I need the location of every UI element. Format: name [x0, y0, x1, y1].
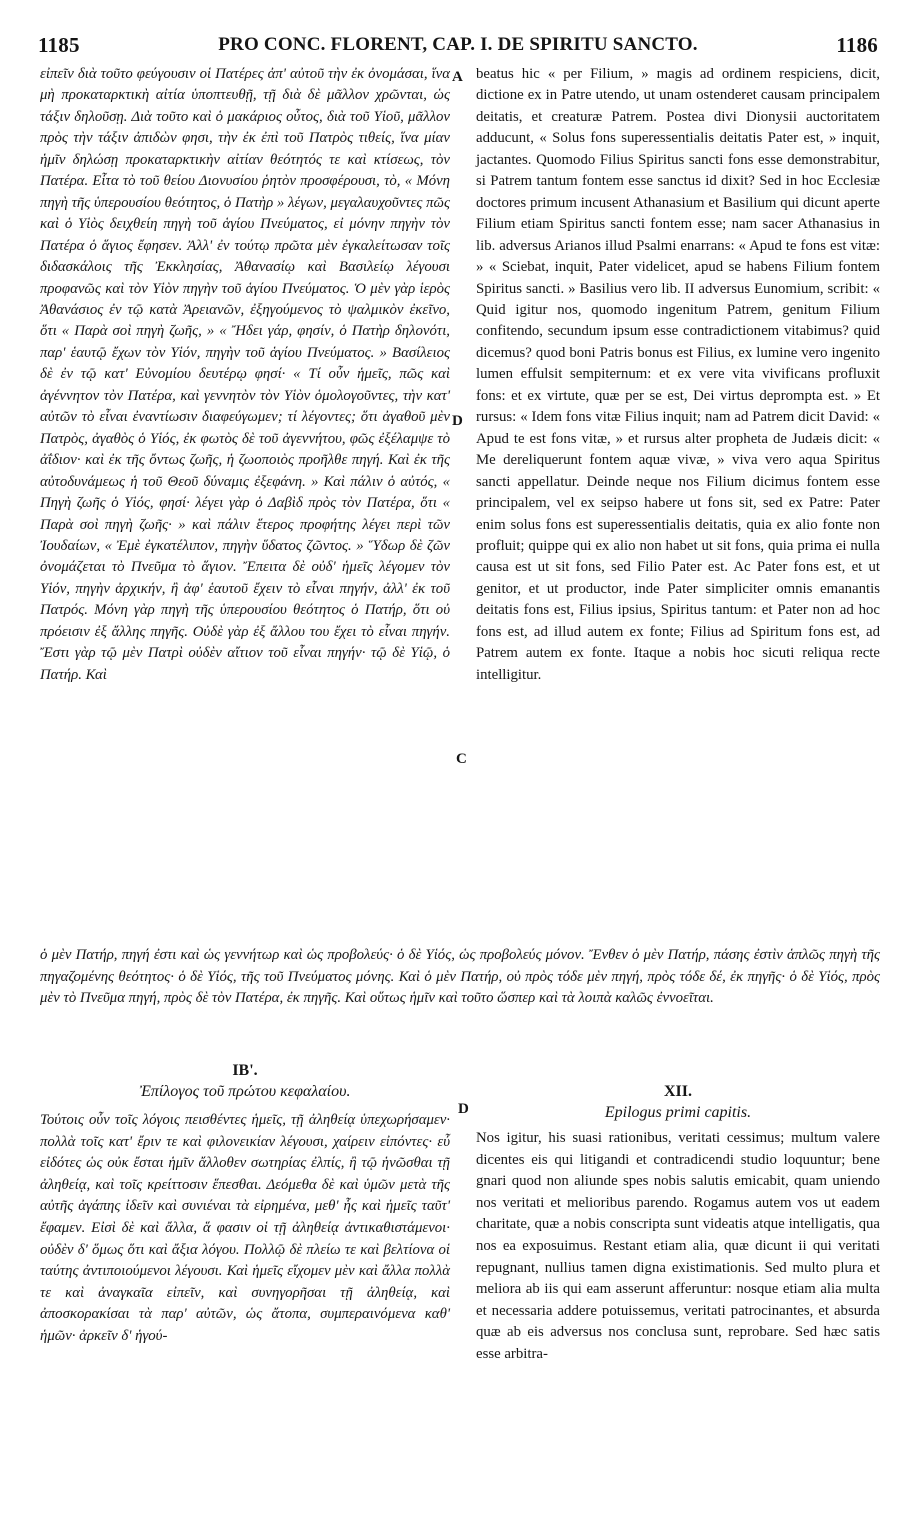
latin-section-title: Epilogus primi capitis.: [604, 1104, 752, 1121]
margin-marker-b: D: [452, 413, 463, 429]
full-width-greek: [40, 945, 880, 1010]
greek-column-text: εἰπεῖν διὰ τοῦτο φεύγουσιν οἱ Πατέρες ἀπ' αὐτοῦ τὴν ἐκ ὀνομάσαι, ἵνα μὴ προκαταρκτικὴ αἰτία ὑποπτευθῇ, τῇ διὰ δὲ μᾶλλον χρῶνται, ὡς τάξιν δηλοῦσῃ. Διὰ τοῦτο καὶ ὁ μακάριος οὗτος, διὰ τοῦ Υἱοῦ, μᾶλλον πρὸς τὴν τάξιν ἀπιδὼν φησι, τὴν ἐκ ἐπὶ τοῦ Πατρὸς τιθείς, ἵνα μίαν ἡμῖν δηλώσῃ προκαταρκτικὴν αἰτίαν θεότητός τε καὶ κτίσεως, τὸν Πατέρα. Εἶτα τὸ τοῦ θείου Διονυσίου ῥητὸν προσφέρουσι, τὸ, « Μόνη πηγὴ τῆς ὑπερουσίου θεότητος, ὁ Πατὴρ » λέγων, μεγαλαυχοῦντες πῶς καὶ ὁ Υἱὸς δειχθείη πηγὴ τοῦ ἁγίου Πνεύματος, εἰ μόνην πηγὴν τὸν Πατέρα ὁ ἅγιος ἔφησεν. Ἀλλ' ἐν τούτῳ πρῶτα μὲν ἐγκαλείτωσαν τοῖς διδασκάλοις τῆς Ἐκκλησίας, Ἀθανασίῳ καὶ Βασιλείῳ λέγουσι προφανῶς καὶ τὸν Υἱὸν πηγὴν τοῦ ἁγίου Πνεύματος. Ὁ μὲν γὰρ ἱερὸς Ἀθανάσιος ἐν τῷ κατὰ Ἀρειανῶν, ἐξηγούμενος τὸ ψαλμικὸν ἐκεῖνο, ὅτι « Παρὰ σοὶ πηγὴ ζωῆς, » « Ἤδει γάρ, φησίν, ὁ Πατὴρ δηλονότι, παρ' ἑαυτῷ ἔχων τὸν Υἱόν, πηγὴν τοῦ ἁγίου Πνεύματος. » Βασίλειος δὲ ἐν τῷ κατ' Εὐνομίου δευτέρῳ φησί· « Τί οὖν ἡμεῖς, πῶς καὶ ἀγέννητον τὸν Πατέρα, καὶ γεννητὸν τὸν Υἱὸν ὁμολογοῦντες, τὴν κατ' αὐτῶν τὸ εἶναι ἐναντίωσιν διαφεύγωμεν; τί λέγοντες; ὅτι ἀγαθοῦ μὲν Πατρὸς, ἀγαθὸς ὁ Υἱός, ἐκ φωτὸς δὲ τοῦ ἀγεννήτου, φῶς ἐξέλαμψε τὸ ἀΐδιον· καὶ ἐκ τῆς ὄντως ζωῆς, ἡ ζωοποιὸς προῆλθε πηγή. Καὶ ἐκ τῆς αὐτοδυνάμεως ἡ τοῦ Θεοῦ δύναμις ἐξεφάνη. » Καὶ πάλιν ὁ αὐτός, « Πηγὴ ζωῆς ὁ Υἱός, φησί· λέγει γὰρ ὁ Δαβὶδ πρὸς τὸν Πατέρα, ὅτι « Παρὰ σοὶ πηγὴ ζωῆς· » καὶ πάλιν ἕτερος προφήτης λέγει περὶ τῶν Ἰουδαίων, « Ἐμὲ ἐγκατέλιπον, πηγὴν ὕδατος ζῶντος. » Ὕδωρ δὲ ζῶν ὀνομάζεται τὸ Πνεῦμα τὸ ἅγιον. Ἔπειτα δὲ οὐδ' ἡμεῖς λέγομεν τὸν Υἱόν, πηγὴν ἀρχικήν, ἢ ἀφ' ἑαυτοῦ ἔχειν τὸ εἶναι πηγήν, ἀλλ' ἐκ τοῦ Πατρός. Μόνη γὰρ πηγὴ τῆς ὑπερουσίου θεότητος ὁ Πατήρ, ὅτι οὐ πρόεισιν ἐξ ἄλλης πηγῆς. Οὐδὲ γὰρ ἐξ ἄλλου του ἔχει τὸ εἶναι πηγήν. Ἔστι γὰρ τῷ μὲν Πατρὶ οὐδὲν αἴτιον τοῦ εἶναι πηγήν· τῷ δὲ Υἱῷ, ὁ Πατήρ. Καὶ: [40, 66, 450, 683]
margin-marker-a: A: [452, 69, 463, 85]
page-number-left: 1185: [38, 33, 80, 57]
running-title: PRO CONC. FLORENT, CAP. I. DE SPIRITU SANCTO.: [218, 34, 698, 55]
greek-epilogue-text: Τούτοις οὖν τοῖς λόγοις πεισθέντες ἡμεῖς, τῇ ἀληθείᾳ ὑπεχωρήσαμεν· πολλὰ τοῖς κατ' ἔριν τε καὶ φιλονεικίαν λέγουσι, χαίρειν εἰπόντες· εὖ εἰδότες ὡς οὐκ ἔσται ἡμῖν ἄλλοθεν σωτηρίας ἐλπίς, ἢ τῷ ἡνῶσθαι τῇ ἀληθείᾳ, καὶ τοῖς κρείττοσιν ἕπεσθαι. Δεόμεθα δὲ καὶ ὑμῶν μετὰ τῆς αὐτῆς ἀγάπης ἰδεῖν καὶ συνιέναι τὰ εἰρημένα, μεθ' ἧς καὶ ἡμεῖς ταῦτ' ἔφαμεν. Εἰσὶ δὲ καὶ ἄλλα, ἅ φασιν οἱ τῇ ἀληθείᾳ ἀντικαθιστάμενοι· οὐδὲν δ' ὅμως ὅτι καὶ ἄξια λόγου. Πολλῷ δὲ πλείω τε καὶ βελτίονα οἱ ταύτης ἀντιποιούμενοι λέγουσι. Καὶ ἡμεῖς εἴχομεν μὲν καὶ ἄλλα πολλὰ τε καὶ ἀναγκαῖα εἰπεῖν, καὶ συνηγορῆσαι τῇ ἀληθείᾳ, καὶ ἀποσκορακίσαι τὰ παρ' αὐτῶν, ὡς ἄτοπα, συμπεραινόμενα καθ' ἡμῶν· ἀρκεῖν δ' ἡγού-: [40, 1112, 450, 1344]
margin-marker-d: D: [458, 1101, 469, 1117]
greek-epilogue: [40, 1110, 450, 1348]
margin-marker-c: C: [456, 751, 467, 767]
latin-section-number: XII.: [663, 1083, 692, 1100]
page-number-right: 1186: [836, 33, 878, 57]
latin-epilogue-text: Nos igitur, his suasi rationibus, veritati cessimus; multum valere dicentes eis qui litigandi et contradicendi studio loquuntur; bene gnari quod non aliunde spes nobis salutis emicabit, quam uniendo nos veritati et melioribus parendo. Rogamus autem vos ut eadem charitate, quæ a nobis conscripta sunt videatis atque intelligatis, qua nos ea exposuimus. Restant etiam alia, quæ dicunt ii qui veritati repugnant, nullius tamen digna existimationis. Sed multo plura et meliora ab iis qui eam asserunt afferuntur: nosque etiam alia multa et necessaria addere potuissemus, veritati patrocinantes, et absurda quæ ab eis adversus nos conclusa sunt, reprobare. Sed hæc satis esse arbitra-: [476, 1130, 880, 1362]
full-width-greek-text: ὁ μὲν Πατήρ, πηγή ἐστι καὶ ὡς γεννήτωρ καὶ ὡς προβολεύς· ὁ δὲ Υἱός, ὡς προβολεύς μόνον. Ἔνθεν ὁ μὲν Πατήρ, πάσης ἐστὶν ἁπλῶς πηγὴ τῆς πηγαζομένης θεότητος· ὁ δὲ Υἱός, τῆς τοῦ Πνεύματος μόνης. Καὶ ὁ μὲν Πατήρ, οὐ πρὸς τόδε μὲν πηγή, πρὸς τόδε δέ, ἐκ πηγῆς· ὁ δὲ Υἱός, πρὸς μὲν τὸ Πνεῦμα πηγή, πρὸς δὲ τὸν Πατέρα, ἐκ πηγῆς. Καὶ οὕτως ἡμῖν καὶ τοῦτο ὥσπερ καὶ τὰ λοιπὰ καλῶς ἐννοεῖται.: [40, 947, 880, 1006]
greek-section-number: ΙΒ'.: [232, 1062, 258, 1079]
greek-section-title: Ἐπίλογος τοῦ πρώτου κεφαλαίου.: [139, 1083, 351, 1100]
page-header: [38, 32, 878, 60]
latin-epilogue: [476, 1128, 880, 1366]
greek-column: [40, 64, 450, 686]
latin-column: [476, 64, 880, 686]
latin-column-text: beatus hic « per Filium, » magis ad ordinem respiciens, dicit, dictione ex in Patre utendo, ut unam ostenderet causam principalem deitatis, et creaturæ Patrem. Postea divi Dionysii auctoritatem adducunt, « Solus fons superessentialis deitatis Pater est, » inquit, jactantes. Quomodo Filius Spiritus sancti fons esse demonstrabitur, si Patrem tantum fontem esse sanctus id dixit? Sed in hoc Ecclesiæ doctores primum incusent Athanasium et Basilium qui dicunt aperte Filium etiam Spiritus sancti fontem esse; nam sacer Athanasius in lib. adversus Arianos illud Psalmi enarrans: « Apud te fons est vitæ: » « Sciebat, inquit, Pater videlicet, apud se habens Filium fontem Spiritus sancti. » Basilius vero lib. II adversus Eunomium, scribit: « Quid igitur nos, quomodo ingenitum Patrem, genitum Filium confitendo, secundum ipsum esse contradictionem vitabimus? quid dicemus? quod boni Patris bonus est Filius, ex lumine vero ingenito lumen effulsit sempiternum: et ex vere vita vivificans profluxit fons: et ex virtute, quæ per se est, Dei virtus deprompta est. » Et rursus: « Idem fons vitæ Filius inquit; nam ad Patrem dicit David: « Apud te est fons vitæ, » et rursus alter propheta de Judæis dicit: « Me dereliquerunt fontem aquæ vivæ, » viva vero aqua Spiritus sancti appellatur. Deinde neque nos Filium dicimus fontem esse principalem, vel ex seipso habere ut fons sit, sed ex Patre: Pater enim solus fons est superessentialis deitatis, quia ex alio fonte non profluit; quippe qui ex alio non habet ut sit fons, quia prima ei nulla causa est ut sit fons, sed Filio Pater est. Ac Pater fons est, et ut genitor, et ut productor, inde Pater simpliciter omnis emanantis deitatis fons est, Filius ipsius, Spiritus tantum: et Pater non ad hoc fons est, ad illud autem ex fonte; Filius ad Spiritum fons est, ad Patrem autem ex fonte. Itaque a nobis hoc sicuti reliqua recte intelligitur.: [476, 66, 880, 683]
